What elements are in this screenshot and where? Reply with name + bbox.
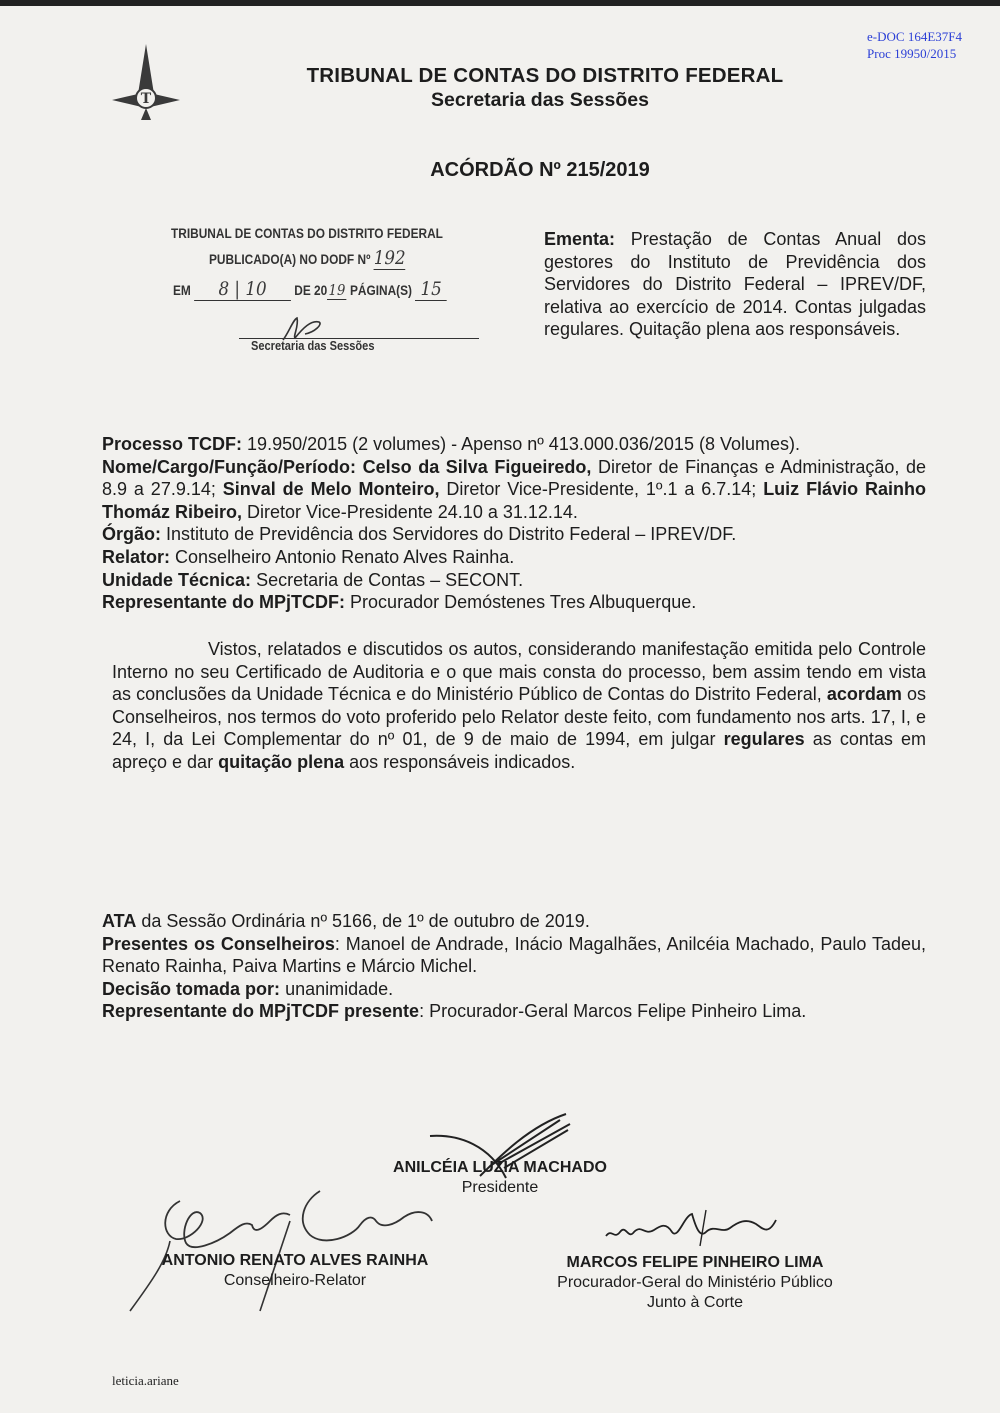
- nome-3: Luiz Flávio Rainho Thomáz Ribeiro,: [102, 479, 926, 522]
- president-role: Presidente: [461, 1179, 539, 1196]
- stamp-dodf-label: PUBLICADO(A) NO DODF Nº: [209, 252, 371, 267]
- stamp-line1: TRIBUNAL DE CONTAS DO DISTRITO FEDERAL: [171, 226, 443, 241]
- presentes-label: Presentes os Conselheiros: [102, 933, 335, 954]
- nome-1-desc: Diretor de Finanças e Administração, de 8.9 a 27.9.14;: [102, 456, 926, 500]
- stamp-em-label: EM: [173, 283, 191, 298]
- ementa-text: Prestação de Contas Anual dos gestores do Instituto de Previdência dos Servidores do Distrito Federal – IPREV/DF, relativa ao exercício de 2014. Contas julgadas regulares. Quitação plena aos responsáveis.: [544, 229, 926, 340]
- relator-signature-block: [140, 1251, 450, 1291]
- unidade-line: [102, 569, 926, 592]
- tcdf-triangle-logo-icon: [108, 42, 184, 122]
- orgao-label: Órgão:: [102, 524, 162, 545]
- nome-1: Celso da Silva Figueiredo,: [362, 456, 592, 477]
- stamp-line2: [209, 247, 405, 270]
- ata-value: da Sessão Ordinária nº 5166, de 1º de outubro de 2019.: [141, 911, 590, 931]
- edoc-proc: Proc 19950/2015: [867, 46, 957, 61]
- procurador-role1: Procurador-Geral do Ministério Público: [557, 1274, 833, 1291]
- processo-value: 19.950/2015 (2 volumes) - Apenso nº 413.000.036/2015 (8 Volumes).: [247, 434, 800, 454]
- presentes-value: : Manoel de Andrade, Inácio Magalhães, Anilcéia Machado, Paulo Tadeu, Renato Rainha, Paiva Martins e Márcio Michel.: [102, 933, 926, 977]
- acordao-title: ACÓRDÃO Nº 215/2019: [430, 159, 650, 181]
- rep-presente-label: Representante do MPjTCDF presente: [102, 1001, 420, 1022]
- procurador-signature-icon: [600, 1206, 780, 1256]
- rep-presente-value: : Procurador-Geral Marcos Felipe Pinheiro Lima.: [419, 1001, 807, 1022]
- decision-text: [112, 638, 926, 774]
- ata-block: [102, 910, 926, 1023]
- ata-label: ATA: [102, 911, 137, 931]
- decisao-label: Decisão tomada por:: [102, 978, 281, 999]
- stamp-de-label: DE 20: [294, 283, 328, 298]
- presentes-line: [102, 933, 926, 978]
- stamp-pagina-value: 15: [415, 278, 447, 301]
- institution-subtitle: Secretaria das Sessões: [431, 89, 649, 111]
- representante-label: Representante do MPjTCDF:: [102, 592, 346, 613]
- nome-label: Nome/Cargo/Função/Período:: [102, 456, 357, 477]
- stamp-dodf-number: 192: [373, 247, 406, 269]
- president-name: ANILCÉIA LUZIA MACHADO: [393, 1159, 607, 1176]
- orgao-value: Instituto de Previdência dos Servidores do Distrito Federal – IPREV/DF.: [166, 524, 737, 545]
- stamp-line3: [173, 278, 447, 301]
- edoc-id: e-DOC 164E37F4: [867, 29, 962, 44]
- unidade-value: Secretaria de Contas – SECONT.: [256, 569, 524, 590]
- decision-part1: Vistos, relatados e discutidos os autos, considerando manifestação emitida pelo Controle Interno no seu Certificado de Auditoria e o que mais consta do processo, bem assim tendo em vista as conclusões da Unidade Técnica e do Ministério Público de Contas do Distrito Federal,: [112, 639, 926, 705]
- process-info: [102, 433, 926, 614]
- decisao-value: unanimidade.: [285, 978, 394, 999]
- representante-line: [102, 591, 926, 614]
- edoc-reference: [867, 28, 962, 62]
- processo-label: Processo TCDF:: [102, 434, 243, 454]
- orgao-line: [102, 523, 926, 546]
- decision-part4: aos responsáveis indicados.: [349, 751, 576, 772]
- unidade-label: Unidade Técnica:: [102, 569, 252, 590]
- relator-line: [102, 546, 926, 569]
- institution-title: TRIBUNAL DE CONTAS DO DISTRITO FEDERAL: [306, 64, 784, 87]
- decision-bold1: acordam: [826, 684, 902, 705]
- publication-stamp: [165, 220, 495, 370]
- decision-part2: os Conselheiros, nos termos do voto proferido pelo Relator deste feito, com fundamento nos arts. 17, I, e 24, I, da Lei Complementar do nº 01, de 9 de maio de 1994, em julgar: [112, 684, 926, 750]
- nome-line: [102, 456, 926, 524]
- stamp-year-value: 19: [328, 281, 346, 299]
- relator-role: Conselheiro-Relator: [223, 1272, 367, 1289]
- procurador-signature-block: [540, 1253, 850, 1313]
- logo-letter: T: [140, 91, 152, 107]
- ementa-block: [544, 228, 926, 341]
- decision-part3: as contas em apreço e dar: [112, 729, 926, 772]
- footer-username: leticia.ariane: [112, 1373, 179, 1388]
- ata-line: [102, 910, 926, 933]
- relator-label: Relator:: [102, 546, 171, 567]
- stamp-pagina-label: PÁGINA(S): [349, 283, 412, 298]
- decision-bold3: quitação plena: [218, 751, 345, 772]
- relator-value: Conselheiro Antonio Renato Alves Rainha.: [175, 546, 515, 567]
- decision-bold2: regulares: [723, 729, 805, 750]
- representante-value: Procurador Demóstenes Tres Albuquerque.: [350, 592, 697, 613]
- ementa-label: Ementa:: [544, 229, 616, 249]
- stamp-footer: Secretaria das Sessões: [251, 338, 375, 353]
- decisao-line: [102, 978, 926, 1001]
- relator-name: ANTONIO RENATO ALVES RAINHA: [161, 1252, 429, 1269]
- nome-3-desc: Diretor Vice-Presidente 24.10 a 31.12.14.: [247, 501, 578, 522]
- nome-2: Sinval de Melo Monteiro,: [222, 479, 440, 500]
- procurador-role2: Junto à Corte: [646, 1294, 744, 1311]
- decision-paragraph: [112, 638, 926, 774]
- nome-2-desc: Diretor Vice-Presidente, 1º.1 a 6.7.14;: [446, 479, 757, 500]
- relator-signature-icon: [120, 1181, 460, 1316]
- stamp-date-value: 8 | 10: [194, 278, 291, 301]
- processo-line: [102, 433, 926, 456]
- procurador-name: MARCOS FELIPE PINHEIRO LIMA: [566, 1254, 824, 1271]
- rep-presente-line: [102, 1000, 926, 1023]
